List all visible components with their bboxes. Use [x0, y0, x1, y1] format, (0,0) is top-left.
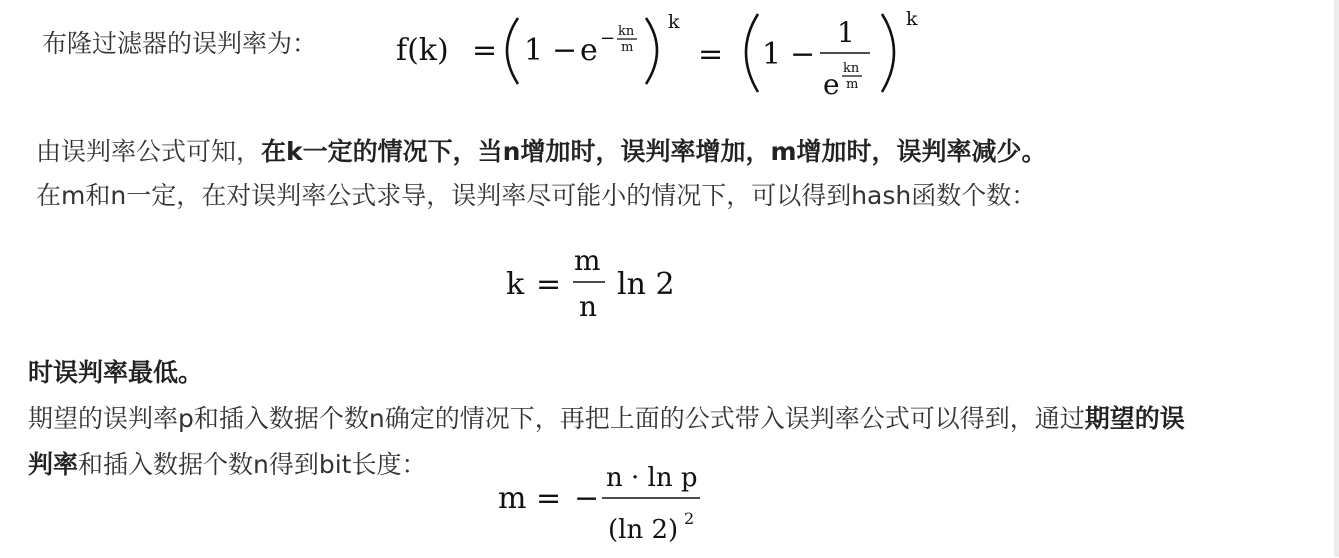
denominator-base: e [823, 68, 840, 101]
formula-exp-base: e [580, 33, 598, 68]
paragraph-conclusion-bold: 在k一定的情况下，当n增加时，误判率增加，m增加时，误判率减少。 [261, 137, 1047, 166]
right-paren [646, 18, 657, 84]
m-equals: = [536, 481, 562, 516]
formula-3-svg [496, 462, 716, 554]
paragraph-conclusion [36, 136, 1047, 168]
formula-equals-2: = [698, 37, 724, 72]
bit-length-formula [496, 462, 716, 554]
paragraph-lowest-rate [28, 357, 203, 389]
paragraph-bit-length-plain-2: 和插入数据个数n得到bit长度： [78, 450, 427, 479]
formula-one-2: 1 [762, 37, 782, 72]
k-ln2: ln 2 [617, 267, 675, 302]
k-equals: = [536, 267, 562, 302]
m-numerator: n · ln p [606, 463, 698, 493]
formula-one: 1 [524, 33, 544, 68]
paragraph-conclusion-plain: 由误判率公式可知， [36, 137, 262, 166]
formula-1-svg [392, 0, 932, 110]
fraction-numerator: 1 [837, 16, 855, 49]
formula-exp-den: m [621, 40, 634, 55]
k-numerator: m [574, 244, 601, 277]
paragraph-bit-length-plain-1: 期望的误判率p和插入数据个数n确定的情况下，再把上面的公式带入误判率公式可以得到，通过 [28, 404, 1085, 433]
denominator-exp-den: m [846, 77, 859, 92]
formula-equals: = [472, 33, 498, 68]
false-positive-rate-formula [392, 0, 932, 110]
k-denominator: n [579, 290, 598, 323]
intro-label: 布隆过滤器的误判率为： [42, 29, 318, 58]
paragraph-lowest-rate-bold: 时误判率最低。 [28, 358, 204, 387]
paragraph-bit-length-line2 [28, 449, 426, 481]
paragraph-bit-length-bold-2: 判率 [28, 450, 79, 479]
formula-power-2: k [906, 8, 918, 30]
formula-2-svg [500, 244, 690, 324]
formula-exp-num: kn [618, 24, 635, 39]
m-lhs: m [498, 481, 527, 516]
formula-exp-neg: − [600, 28, 616, 49]
m-minus: − [574, 481, 600, 516]
denominator-exp-num: kn [843, 61, 860, 76]
paragraph-bit-length-line1 [28, 403, 1185, 435]
formula-minus-2: − [790, 37, 816, 72]
optimal-k-formula [500, 244, 690, 324]
m-denominator-exp: 2 [684, 509, 695, 528]
formula-lhs: f(k) [396, 33, 449, 68]
formula-minus: − [552, 33, 578, 68]
m-denominator: (ln 2) [608, 515, 679, 545]
scrollbar[interactable] [1334, 0, 1339, 557]
right-paren-2 [882, 14, 894, 92]
paragraph-bit-length-bold-1: 期望的误 [1084, 404, 1185, 433]
formula-power: k [668, 11, 680, 33]
left-paren-2 [746, 14, 758, 92]
paragraph-hash-count: 在m和n一定，在对误判率公式求导，误判率尽可能小的情况下，可以得到hash函数个数： [36, 181, 1037, 210]
k-lhs: k [506, 267, 525, 302]
left-paren [507, 18, 518, 84]
